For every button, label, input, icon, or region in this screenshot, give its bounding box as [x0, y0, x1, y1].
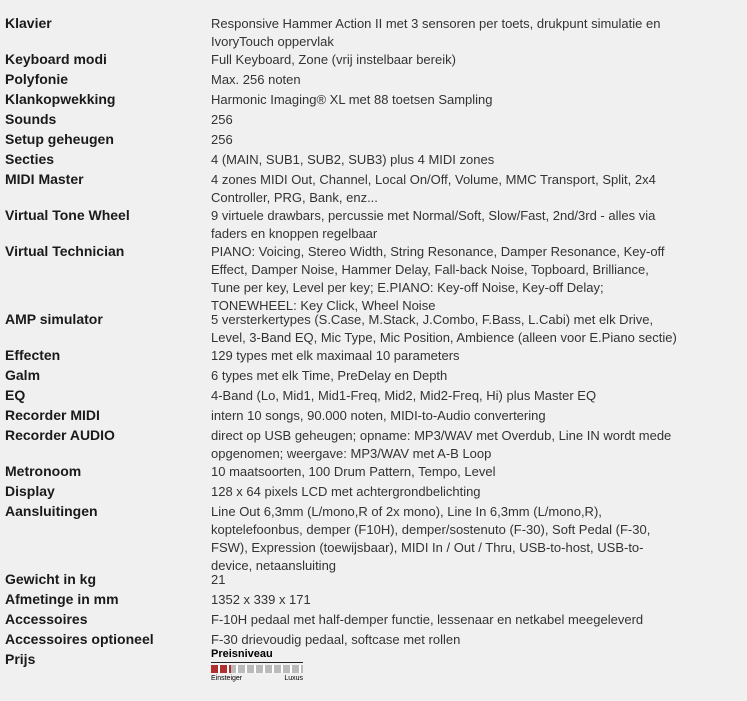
spec-label: Prijs [5, 651, 36, 667]
price-level-badge [211, 650, 303, 684]
spec-label: Virtual Tone Wheel [5, 207, 130, 223]
spec-value: 5 versterkertypes (S.Case, M.Stack, J.Combo, F.Bass, L.Cabi) met elk Drive, Level, 3-Band EQ, Mic Type, Mic Position, Ambience (alleen voor E.Piano sectie) [211, 312, 677, 345]
spec-label: Galm [5, 367, 41, 383]
spec-label: Gewicht in kg [5, 571, 97, 587]
spec-label: MIDI Master [5, 171, 84, 187]
spec-value: Responsive Hammer Action II met 3 sensoren per toets, drukpunt simulatie en IvoryTouch oppervlak [211, 16, 661, 49]
spec-label: Virtual Technician [5, 243, 125, 259]
spec-label: EQ [5, 387, 26, 403]
price-level-bar [211, 665, 303, 673]
spec-value: Line Out 6,3mm (L/mono,R of 2x mono), Line In 6,3mm (L/mono,R), koptelefoonbus, demper (F10H), demper/sostenuto (F-30), Soft Pedal (F-30, FSW), Expression (toewijsbaar), MIDI In / Out / Thru, USB-to-host, USB-to- device, netaansluiting [211, 504, 651, 573]
spec-value: 6 types met elk Time, PreDelay en Depth [211, 368, 448, 383]
price-level-scale [211, 674, 303, 683]
spec-label: Klankopwekking [5, 91, 116, 107]
spec-value: F-10H pedaal met half-demper functie, lessenaar en netkabel meegeleverd [211, 612, 644, 627]
spec-value: 4 zones MIDI Out, Channel, Local On/Off, Volume, MMC Transport, Split, 2x4 Controller, PRG, Bank, enz... [211, 172, 656, 205]
spec-label: Accessoires optioneel [5, 631, 154, 647]
spec-value: Full Keyboard, Zone (vrij instelbaar bereik) [211, 52, 456, 67]
spec-value: 21 [211, 572, 226, 587]
spec-value: Harmonic Imaging® XL met 88 toetsen Sampling [211, 92, 493, 107]
spec-value: 4 (MAIN, SUB1, SUB2, SUB3) plus 4 MIDI zones [211, 152, 495, 167]
spec-label: Aansluitingen [5, 503, 98, 519]
spec-label: Keyboard modi [5, 51, 107, 67]
price-level-divider [211, 662, 303, 663]
spec-label: Afmetinge in mm [5, 591, 119, 607]
spec-value: 256 [211, 132, 233, 147]
spec-value: Max. 256 noten [211, 72, 301, 87]
spec-value: direct op USB geheugen; opname: MP3/WAV met Overdub, Line IN wordt mede opgenomen; weergave: MP3/WAV met A-B Loop [211, 428, 672, 461]
spec-label: Setup geheugen [5, 131, 114, 147]
price-level-high-label: Luxus [284, 675, 303, 682]
spec-label: Accessoires [5, 611, 88, 627]
spec-value: intern 10 songs, 90.000 noten, MIDI-to-Audio convertering [211, 408, 546, 423]
spec-value: 10 maatsoorten, 100 Drum Pattern, Tempo, Level [211, 464, 496, 479]
spec-label: Recorder MIDI [5, 407, 100, 423]
spec-label: Polyfonie [5, 71, 69, 87]
price-level-fill [211, 665, 231, 673]
spec-label: Secties [5, 151, 55, 167]
spec-label: Sounds [5, 111, 57, 127]
spec-label: Klavier [5, 15, 52, 31]
spec-value: PIANO: Voicing, Stereo Width, String Resonance, Damper Resonance, Key-off Effect, Damper Noise, Hammer Delay, Fall-back Noise, Topboard, Brilliance, Tune per key, Level per key; E.PIANO: Key-off Noise, Key-off Delay; TONEWHEEL: Key Click, Wheel Noise [211, 244, 665, 313]
spec-label: Metronoom [5, 463, 82, 479]
spec-value: 1352 x 339 x 171 [211, 592, 311, 607]
spec-value: 9 virtuele drawbars, percussie met Normal/Soft, Slow/Fast, 2nd/3rd - alles via faders en knoppen regelbaar [211, 208, 656, 241]
price-level-title: Preisniveau [211, 648, 273, 660]
spec-label: Display [5, 483, 55, 499]
spec-value: F-30 drievoudig pedaal, softcase met rollen [211, 632, 461, 647]
spec-value: 128 x 64 pixels LCD met achtergrondbelichting [211, 484, 481, 499]
spec-label: AMP simulator [5, 311, 103, 327]
spec-label: Effecten [5, 347, 61, 363]
spec-value: 4-Band (Lo, Mid1, Mid1-Freq, Mid2, Mid2-Freq, Hi) plus Master EQ [211, 388, 597, 403]
price-level-low-label: Einsteiger [211, 675, 243, 682]
spec-value: 129 types met elk maximaal 10 parameters [211, 348, 460, 363]
spec-label: Recorder AUDIO [5, 427, 115, 443]
spec-value: 256 [211, 112, 233, 127]
